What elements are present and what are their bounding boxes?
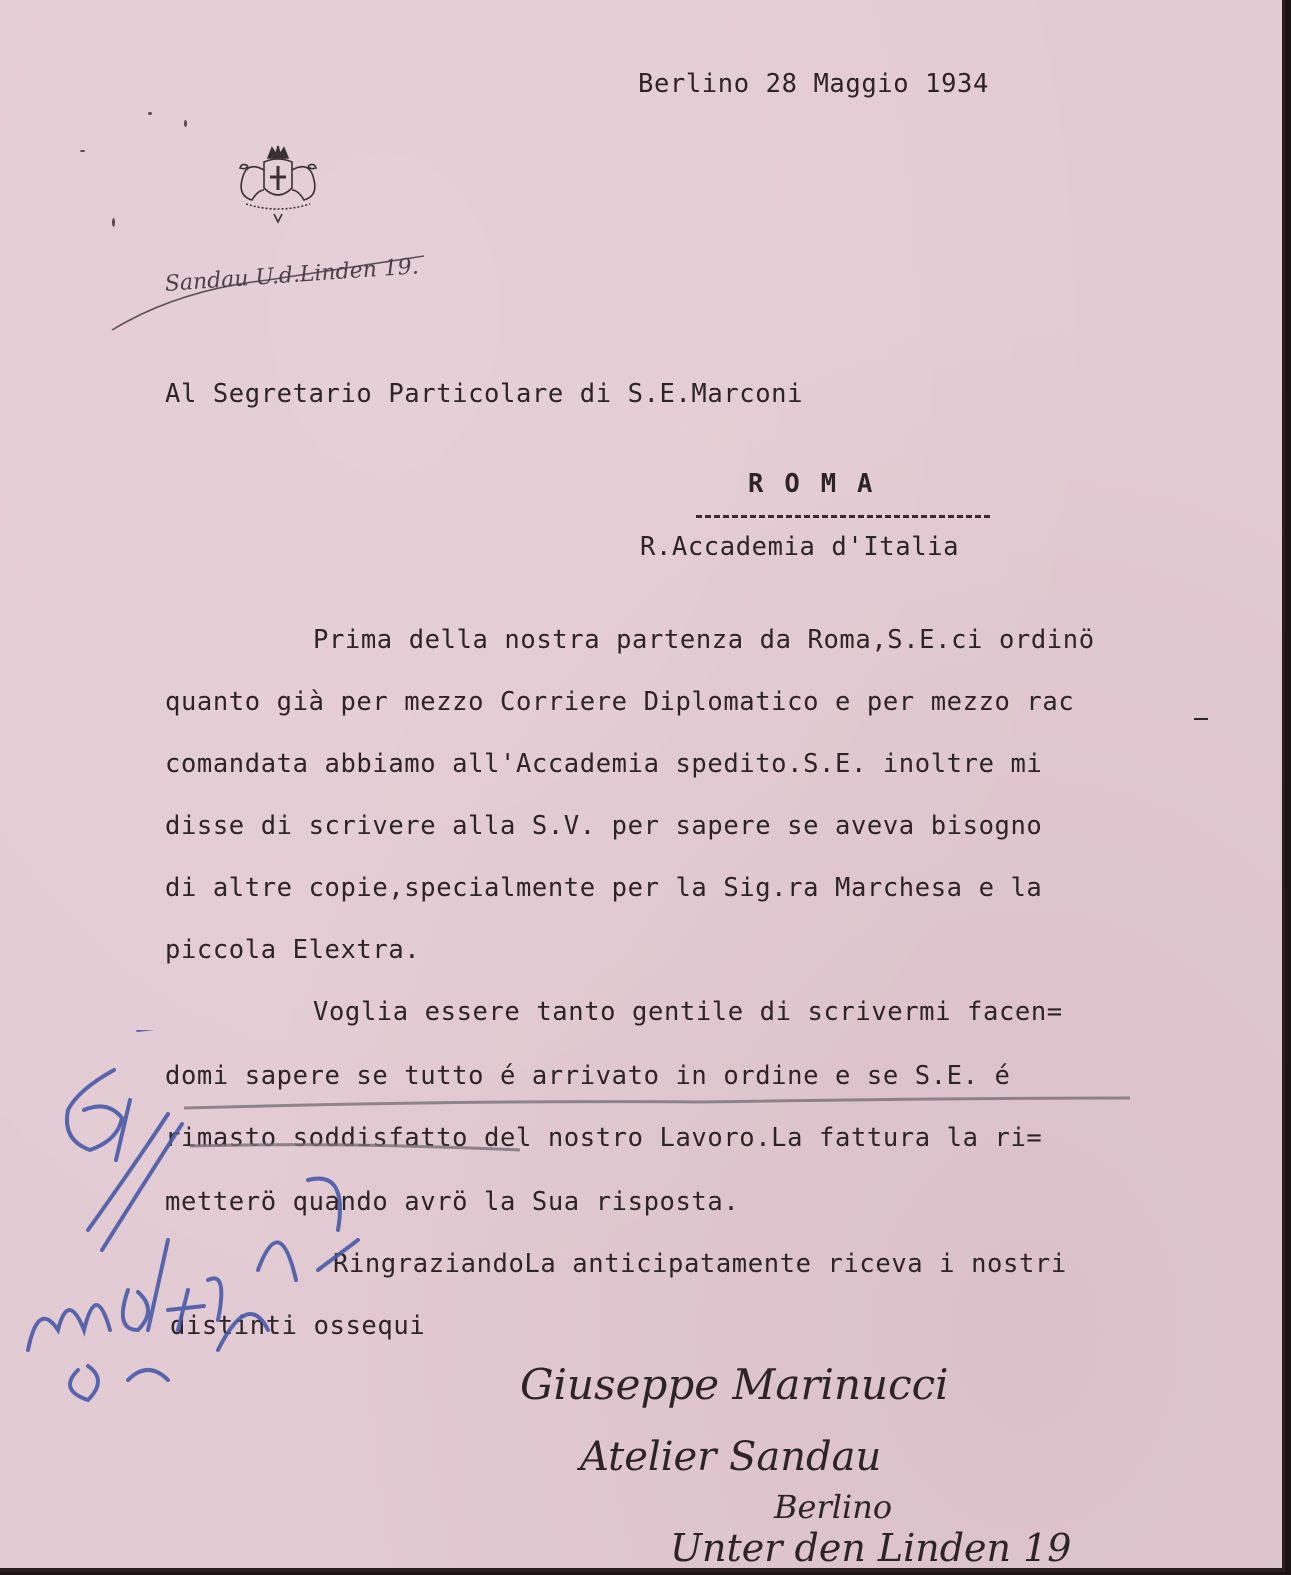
body-line: domi sapere se tutto é arrivato in ordine e se S.E. é [165,1061,1011,1091]
signature-street: Unter den Linden 19 [670,1526,1072,1570]
body-line: metterö quando avrö la Sua risposta. [165,1187,740,1217]
paper-speck [112,218,115,227]
signature-studio: Atelier Sandau [580,1434,882,1480]
body-line: comandata abbiamo all'Accademia spedito.S.E. inoltre mi [165,749,1043,779]
body-line: Prima della nostra partenza da Roma,S.E.ci ordinö [313,625,1095,655]
royal-crest-icon [228,140,328,230]
city-underline [696,515,990,518]
body-line: RingraziandoLa anticipatamente riceva i nostri [333,1249,1067,1279]
pencil-address-note: Sandau U.d.Linden 19. [164,254,420,297]
paper-speck [148,112,152,115]
paper-speck [184,120,187,127]
signature-city: Berlino [774,1488,893,1526]
body-line: Voglia essere tanto gentile di scrivermi facen= [313,997,1063,1027]
hyphen-mark [1194,718,1208,720]
body-line: rimasto soddisfatto del nostro Lavoro.La fattura la ri= [165,1123,1043,1153]
recipient-city: ROMA [748,469,894,499]
body-line: quanto già per mezzo Corriere Diplomatico e per mezzo rac [165,687,1075,717]
body-line: piccola Elextra. [165,935,421,965]
body-line: di altre copie,specialmente per la Sig.ra Marchesa e la [165,873,1043,903]
body-line: disse di scrivere alla S.V. per sapere se aveva bisogno [165,811,1043,841]
blue-pencil-strokes [18,1030,378,1410]
paper-speck [80,150,85,152]
recipient-line: Al Segretario Particolare di S.E.Marconi [165,379,804,409]
recipient-institution: R.Accademia d'Italia [640,532,960,562]
letter-date: Berlino 28 Maggio 1934 [638,69,989,99]
body-line: distinti ossequi [170,1311,426,1341]
blue-pencil-annotation [18,1030,378,1414]
signature-name: Giuseppe Marinucci [520,1360,949,1409]
